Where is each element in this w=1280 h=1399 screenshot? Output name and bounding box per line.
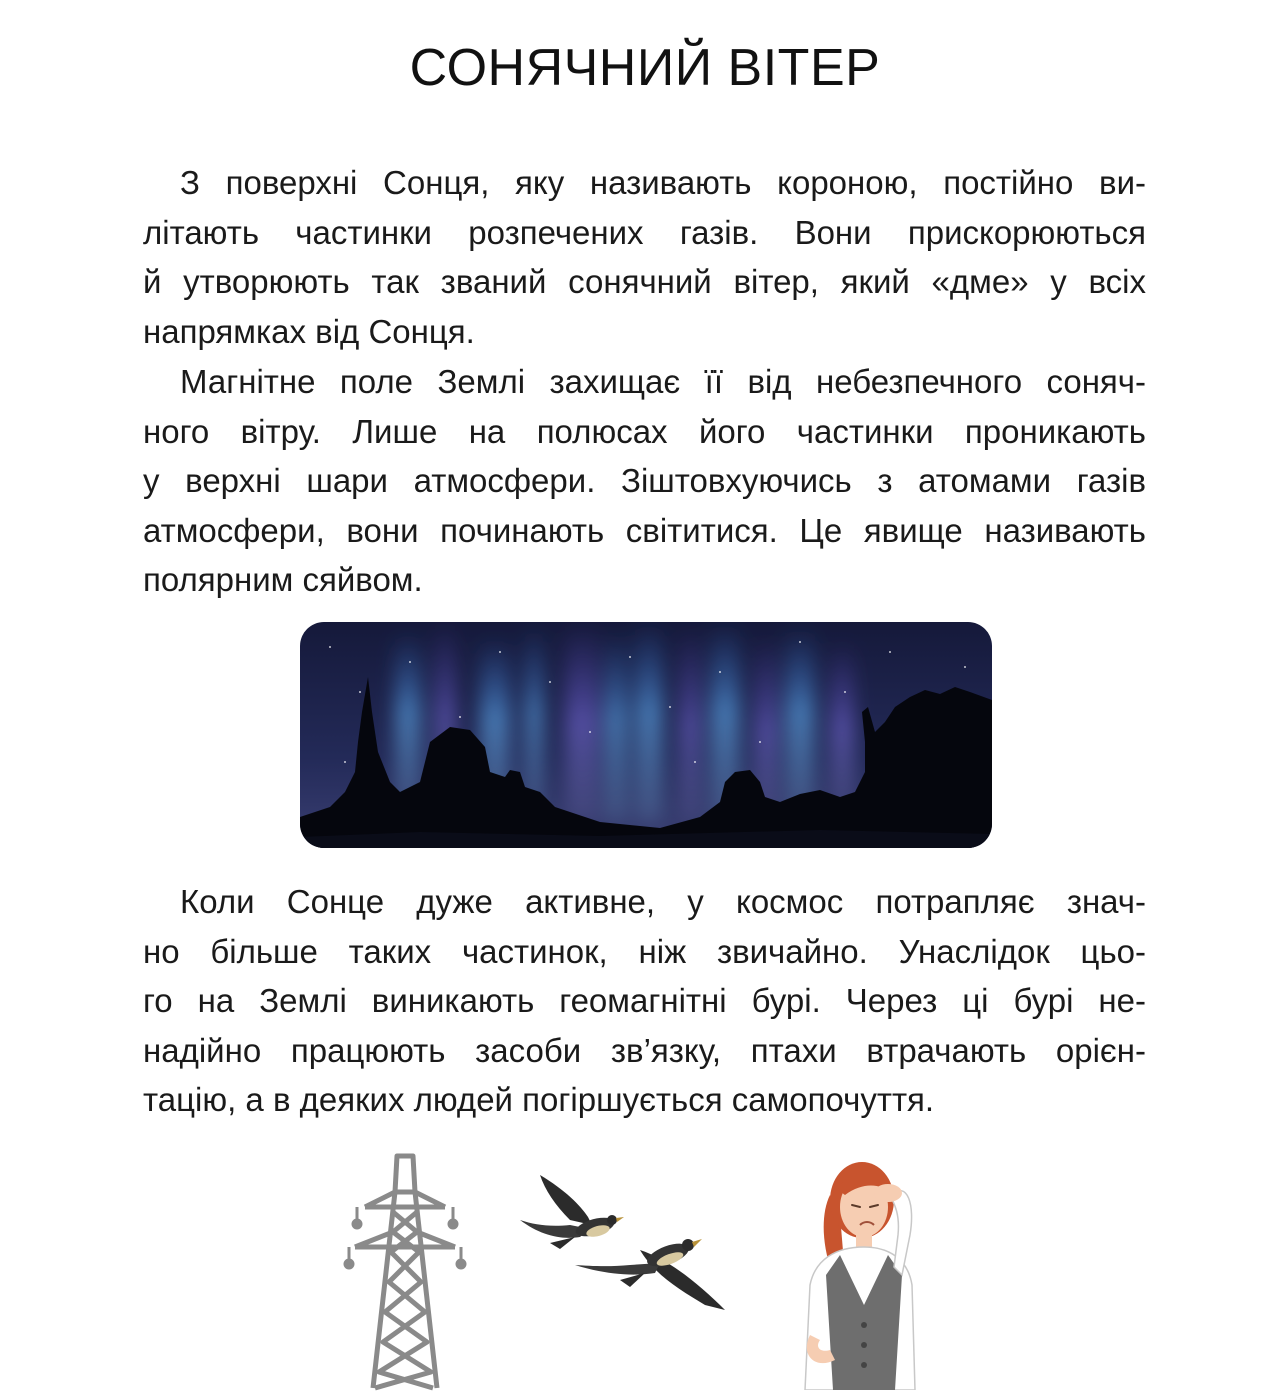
aurora-illustration (300, 622, 992, 848)
bird-1-icon (520, 1175, 624, 1249)
text-line: Магнітне поле Землі захищає її від небезпечного соняч- (180, 363, 1146, 400)
text-line: у верхні шари атмосфери. Зіштовхуючись з атомами газів (143, 462, 1146, 500)
flying-birds-icon (520, 1165, 735, 1320)
paragraph-geomagnetic-storms (143, 877, 1146, 1125)
page-title: СОНЯЧНИЙ ВІТЕР (409, 39, 881, 97)
woman-headache-icon (790, 1155, 920, 1390)
text-line: тацію, а в деяких людей погіршується самопочуття. (143, 1081, 935, 1119)
text-line: З поверхні Сонця, яку називають короною, постійно ви- (180, 164, 1146, 201)
paragraph-solar-wind (143, 158, 1146, 356)
text-line: атмосфери, вони починають світитися. Це явище називають (143, 511, 1146, 549)
text-line: Коли Сонце дуже активне, у космос потрапляє знач- (180, 883, 1146, 920)
text-line: літають частинки розпечених газів. Вони прискорюються (143, 213, 1146, 251)
power-tower-icon (335, 1152, 475, 1392)
text-line: ного вітру. Лише на полюсах його частинки проникають (143, 412, 1146, 450)
text-line: надійно працюють засоби зв’язку, птахи втрачають орієн- (143, 1031, 1146, 1069)
text-line: й утворюють так званий сонячний вітер, який «дме» у всіх (143, 263, 1146, 301)
paragraph-magnetic-field (143, 357, 1146, 605)
text-line: но більше таких частинок, ніж звичайно. Унаслідок цьо- (143, 932, 1146, 970)
bird-2-icon (575, 1239, 725, 1310)
text-line: полярним сяйвом. (143, 561, 423, 599)
text-line: напрямках від Сонця. (143, 312, 475, 350)
text-line: го на Землі виникають геомагнітні бурі. Через ці бурі не- (143, 982, 1146, 1020)
